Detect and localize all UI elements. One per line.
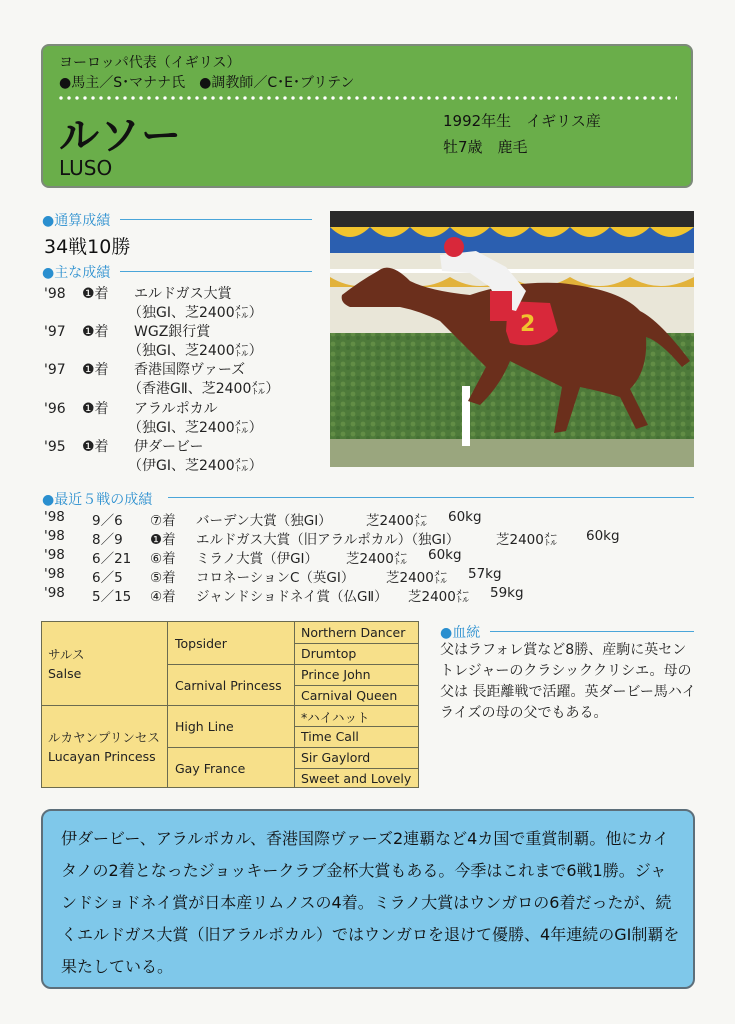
- recent-weight: 60kg: [586, 528, 620, 544]
- major-detail: （独GⅠ、芝2400㍍）: [128, 343, 263, 359]
- bloodline-text: 父はラフォレ賞など8勝、産駒に英セントレジャーのクラシッククリシエ。母の父は 長距離戦で活躍。英ダービー馬ハイライズの母の父でもある。: [440, 642, 696, 721]
- recent-weight: 60kg: [448, 509, 482, 525]
- major-place: ❶着: [82, 324, 109, 340]
- pedigree-table: [41, 621, 419, 788]
- horse-racing-image: [330, 211, 694, 467]
- major-detail: （伊GⅠ、芝2400㍍）: [128, 458, 263, 474]
- major-detail: （独GⅠ、芝2400㍍）: [128, 420, 263, 436]
- major-year: '97: [44, 324, 66, 340]
- ped-gen3: Northern Dancer: [301, 625, 406, 640]
- recent-place: ⑤着: [150, 570, 176, 586]
- recent-weight: 60kg: [428, 547, 462, 563]
- major-race: WGZ銀行賞: [134, 324, 211, 340]
- race-photo: [330, 211, 694, 467]
- recent-race: ミラノ大賞（伊GⅠ）: [196, 551, 319, 567]
- sex-age-color: 牡7歳 鹿毛: [443, 138, 528, 156]
- recent-place: ⑦着: [150, 513, 176, 529]
- profile-header: [41, 44, 693, 188]
- major-item: [44, 359, 245, 379]
- major-year: '95: [44, 439, 66, 455]
- ped-gen3: Sir Gaylord: [301, 750, 371, 765]
- recent-row: [0, 547, 735, 565]
- recent-heading: ●最近５戦の成績: [42, 492, 153, 508]
- ped-gen2: Carnival Princess: [175, 678, 282, 693]
- recent-year: '98: [44, 547, 65, 563]
- major-place: ❶着: [82, 401, 109, 417]
- major-detail: （香港GⅡ、芝2400㍍）: [128, 381, 280, 397]
- owner-trainer: ●馬主／S･マナナ氏 ●調教師／C･E･ブリテン: [59, 75, 355, 91]
- bloodline-rule: [490, 631, 694, 632]
- recent-date: 6／5: [92, 570, 123, 586]
- record-rule: [120, 219, 312, 220]
- recent-rule: [168, 497, 694, 498]
- ped-gen3: Prince John: [301, 667, 371, 682]
- major-item: [44, 436, 203, 456]
- major-race: エルドガス大賞: [134, 286, 232, 302]
- major-item: [44, 398, 218, 418]
- ped-divider: [294, 685, 418, 686]
- recent-distance: 芝2400㍍: [408, 589, 470, 605]
- recent-place: ❶着: [150, 532, 176, 548]
- recent-distance: 芝2400㍍: [496, 532, 558, 548]
- major-race: アラルポカル: [134, 401, 218, 417]
- recent-year: '98: [44, 509, 65, 525]
- major-year: '96: [44, 401, 66, 417]
- recent-race: バーデン大賞（独GⅠ）: [196, 513, 332, 529]
- major-year: '97: [44, 362, 66, 378]
- major-place: ❶着: [82, 439, 109, 455]
- ped-gen3: Drumtop: [301, 646, 357, 661]
- ped-sire-ja: サルス: [48, 647, 85, 662]
- ped-gen3: Sweet and Lovely: [301, 771, 412, 786]
- major-item: [44, 283, 232, 303]
- recent-date: 5／15: [92, 589, 132, 605]
- summary-box: [41, 809, 695, 989]
- ped-divider: [294, 643, 418, 644]
- record-heading: ●通算成績: [42, 213, 111, 229]
- major-race: 伊ダービー: [134, 439, 204, 455]
- ped-sire-en: Salse: [48, 666, 82, 681]
- major-rule: [120, 271, 312, 272]
- major-item: [44, 321, 210, 341]
- ped-dam-ja: ルカヤンプリンセス: [48, 730, 160, 745]
- recent-place: ⑥着: [150, 551, 176, 567]
- birth-info: 1992年生 イギリス産: [443, 112, 601, 130]
- major-race: 香港国際ヴァーズ: [134, 362, 246, 378]
- ped-divider: [42, 705, 418, 706]
- major-heading: ●主な成績: [42, 265, 111, 281]
- recent-year: '98: [44, 566, 65, 582]
- recent-place: ④着: [150, 589, 176, 605]
- recent-date: 6／21: [92, 551, 132, 567]
- ped-dam-en: Lucayan Princess: [48, 749, 156, 764]
- record-value: 34戦10勝: [44, 236, 131, 258]
- recent-race: コロネーションC（英GⅠ）: [196, 570, 355, 586]
- recent-date: 8／9: [92, 532, 123, 548]
- represent-label: ヨーロッパ代表（イギリス）: [59, 55, 241, 71]
- ped-gen3: Time Call: [301, 729, 359, 744]
- major-place: ❶着: [82, 286, 109, 302]
- recent-row: [0, 585, 735, 603]
- dotted-divider: [57, 95, 677, 101]
- ped-divider: [294, 726, 418, 727]
- horse-name-ja: ルソー: [59, 113, 182, 159]
- recent-distance: 芝2400㍍: [346, 551, 408, 567]
- major-detail: （独GⅠ、芝2400㍍）: [128, 305, 263, 321]
- summary-text: 伊ダービー、アラルポカル、香港国際ヴァーズ2連覇など4カ国で重賞制覇。他にカイタノの2着となったジョッキークラブ金杯大賞もある。今季はこれまで6戦1勝。ジャンドショドネイ賞が日本産リムノスの4着。ミラノ大賞はウンガロの6着だったが、続くエルドガス大賞（旧アラルポカル）ではウンガロを退けて優勝、4年連続のGⅠ制覇を果たしている。: [61, 829, 680, 976]
- recent-distance: 芝2400㍍: [386, 570, 448, 586]
- recent-row: [0, 528, 735, 546]
- recent-weight: 57kg: [468, 566, 502, 582]
- ped-gen3: Carnival Queen: [301, 688, 398, 703]
- recent-date: 9／6: [92, 513, 123, 529]
- ped-divider: [167, 747, 418, 748]
- major-place: ❶着: [82, 362, 109, 378]
- recent-year: '98: [44, 585, 65, 601]
- ped-gen2: High Line: [175, 719, 234, 734]
- svg-text:2: 2: [520, 312, 536, 337]
- ped-divider: [294, 768, 418, 769]
- ped-gen2: Gay France: [175, 761, 246, 776]
- recent-row: [0, 566, 735, 584]
- recent-year: '98: [44, 528, 65, 544]
- bloodline-heading: ●血統: [440, 625, 481, 641]
- recent-distance: 芝2400㍍: [366, 513, 428, 529]
- recent-race: ジャンドショドネイ賞（仏GⅡ）: [196, 589, 388, 605]
- recent-race: エルドガス大賞（旧アラルポカル）（独GⅠ）: [196, 532, 460, 548]
- major-year: '98: [44, 286, 66, 302]
- ped-gen3: *ハイハット: [301, 710, 370, 725]
- horse-name-en: LUSO: [59, 156, 113, 180]
- recent-row: [0, 509, 735, 527]
- ped-gen2: Topsider: [175, 636, 227, 651]
- ped-divider: [167, 664, 418, 665]
- recent-weight: 59kg: [490, 585, 524, 601]
